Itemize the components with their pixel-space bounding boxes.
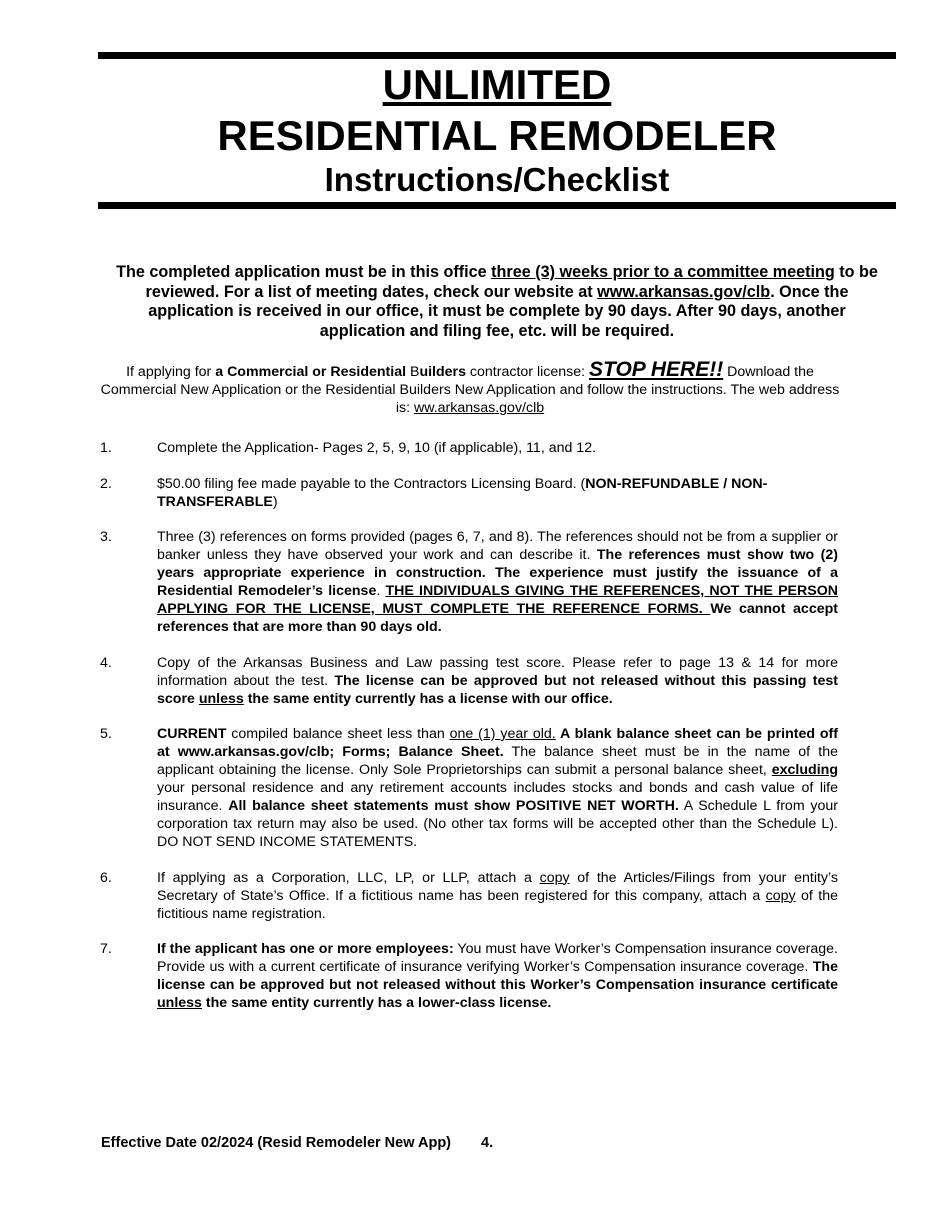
checklist — [100, 439, 838, 1030]
stop-note: If applying for a Commercial or Residential Builders contractor license: STOP HERE!! Download the Commercial New Application or the Residential Builders New Application and follow the instructions. The web address is: ww.arkansas.gov/clb — [100, 358, 840, 416]
checklist-item-3: 3. Three (3) references on forms provided (pages 6, 7, and 8). The references should not be from a supplier or banker unless they have observed your work and can describe it. The references must show two (2) years appropriate experience in construction. The experience must justify the issuance of a Residential Remodeler’s license. THE INDIVIDUALS GIVING THE REFERENCES, NOT THE PERSON APPLYING FOR THE LICENSE, MUST COMPLETE THE REFERENCE FORMS. We cannot accept references that are more than 90 days old. — [100, 529, 838, 635]
title-unlimited: UNLIMITED — [382, 61, 612, 108]
top-rule — [98, 52, 896, 59]
checklist-item-5: 5. CURRENT compiled balance sheet less than one (1) year old. A blank balance sheet can be printed off at www.arkansas.gov/clb; Forms; Balance Sheet. The balance sheet must be in the name of the applicant obtaining the license. Only Sole Proprietorships can submit a personal balance sheet, excluding your personal residence and any retirement accounts includes stocks and bonds and cash value of life insurance. All balance sheet statements must show POSITIVE NET WORTH. A Schedule L from your corporation tax return may also be used. (No other tax forms will be accepted other than the Schedule L). DO NOT SEND INCOME STATEMENTS. — [100, 726, 838, 850]
intro-paragraph: The completed application must be in this office three (3) weeks prior to a committee meeting to be reviewed. For a list of meeting dates, check our website at www.arkansas.gov/clb. Once the application is received in our office, it must be complete by 90 days. After 90 days, another application and filing fee, etc. will be required. — [116, 263, 878, 340]
item-number: 6. — [100, 869, 112, 886]
clb-website-link[interactable]: www.arkansas.gov/clb — [597, 282, 771, 301]
clb-web-address-link[interactable]: ww.arkansas.gov/clb — [414, 400, 545, 416]
item-number: 5. — [100, 726, 112, 742]
item-number: 1. — [100, 440, 112, 456]
checklist-item-6: 6. If applying as a Corporation, LLC, LP, or LLP, attach a copy of the Articles/Filings from your entity’s Secretary of State’s Office. If a fictitious name has been registered for this company, attach a copy of the fictitious name registration. — [100, 869, 839, 922]
item-number: 2. — [100, 475, 112, 492]
checklist-item-2: 2. $50.00 filing fee made payable to the Contractors Licensing Board. (NON-REFUNDABLE / NON-TRANSFERABLE) — [100, 475, 768, 510]
item-number: 3. — [100, 529, 112, 545]
item-number: 7. — [100, 941, 112, 957]
meeting-deadline-text: three (3) weeks prior to a committee meeting — [491, 263, 835, 281]
item-number: 4. — [100, 654, 112, 671]
checklist-item-1: 1. Complete the Application- Pages 2, 5, 9, 10 (if applicable), 11, and 12. — [100, 440, 597, 456]
effective-date: Effective Date 02/2024 (Resid Remodeler New App) — [101, 1135, 452, 1151]
page-number: 4. — [481, 1135, 494, 1151]
stop-here-warning: STOP HERE!! — [589, 358, 724, 381]
title-residential-remodeler: RESIDENTIAL REMODELER — [217, 112, 777, 159]
checklist-item-7: 7. If the applicant has one or more employees: You must have Worker’s Compensation insurance coverage. Provide us with a current certificate of insurance verifying Worker’s Compensation insurance coverage. The license can be approved but not released without this Worker’s Compensation insurance certificate unless the same entity currently has a lower-class license. — [100, 941, 838, 1011]
bottom-rule — [98, 202, 896, 209]
subtitle-instructions-checklist: Instructions/Checklist — [324, 161, 670, 198]
footer — [101, 1135, 493, 1151]
checklist-item-4: 4. Copy of the Arkansas Business and Law passing test score. Please refer to page 13 & 14 for more information about the test. The license can be approved but not released without this passing test score unless the same entity currently has a license with our office. — [100, 654, 838, 707]
